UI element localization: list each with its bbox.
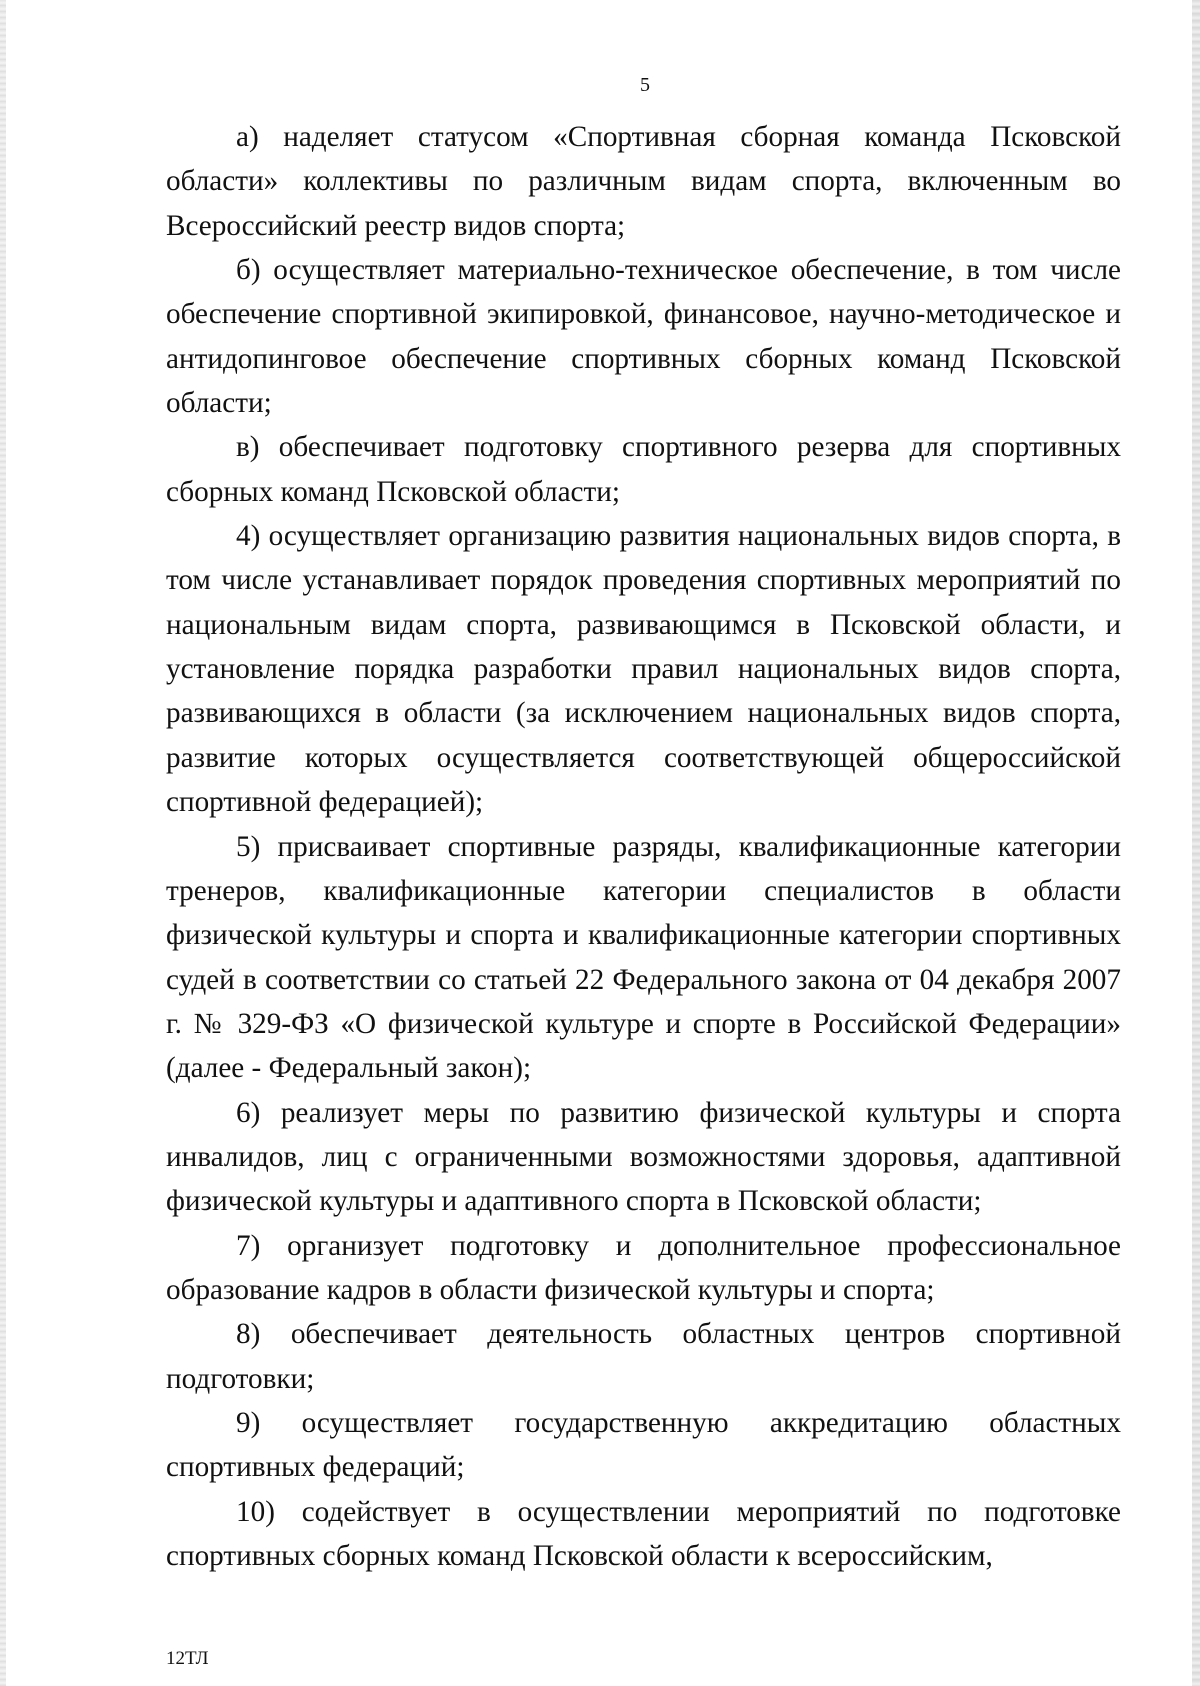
paragraph-v: в) обеспечивает подготовку спортивного резерва для спортивных сборных команд Псковской области; [166,431,1121,508]
paragraph-10: 10) содействует в осуществлении мероприятий по подготовке спортивных сборных команд Псковской области к всероссийским, [166,1495,1121,1572]
document-body [166,115,1121,1578]
paragraph-7: 7) организует подготовку и дополнительное профессиональное образование кадров в области физической культуры и спорта; [166,1229,1121,1306]
paragraph-a: а) наделяет статусом «Спортивная сборная команда Псковской области» коллективы по различным видам спорта, включенным во Всероссийский реестр видов спорта; [166,121,1121,242]
scan-edge-right [1192,0,1200,1686]
paragraph-8: 8) обеспечивает деятельность областных центров спортивной подготовки; [166,1318,1121,1395]
paragraph-4: 4) осуществляет организацию развития национальных видов спорта, в том числе устанавливает порядок проведения спортивных мероприятий по национальным видам спорта, развивающимся в Псковской области, и установление порядка разработки правил национальных видов спорта, развивающихся в области (за исключением национальных видов спорта, развитие которых осуществляется соответствующей общероссийской спортивной федерацией); [166,520,1121,819]
page-number: 5 [640,74,650,96]
paragraph-6: 6) реализует меры по развитию физической культуры и спорта инвалидов, лиц с ограниченными возможностями здоровья, адаптивной физической культуры и адаптивного спорта в Псковской области; [166,1096,1121,1218]
paragraph-9: 9) осуществляет государственную аккредитацию областных спортивных федераций; [166,1406,1121,1484]
scan-edge-left [0,0,6,1686]
footer-code: 12ТЛ [166,1648,209,1669]
paragraph-5: 5) присваивает спортивные разряды, квалификационные категории тренеров, квалификационные категории специалистов в области физической культуры и спорта и квалификационные категории спортивных судей в соответствии со статьей 22 Федерального закона от 04 декабря 2007 г. № 329-ФЗ «О физической культуре и спорте в Российской Федерации» (далее - Федеральный закон); [166,830,1121,1085]
paragraph-b: б) осуществляет материально-техническое обеспечение, в том числе обеспечение спортивной экипировкой, финансовое, научно-методическое и антидопинговое обеспечение спортивных сборных команд Псковской области; [166,254,1121,420]
